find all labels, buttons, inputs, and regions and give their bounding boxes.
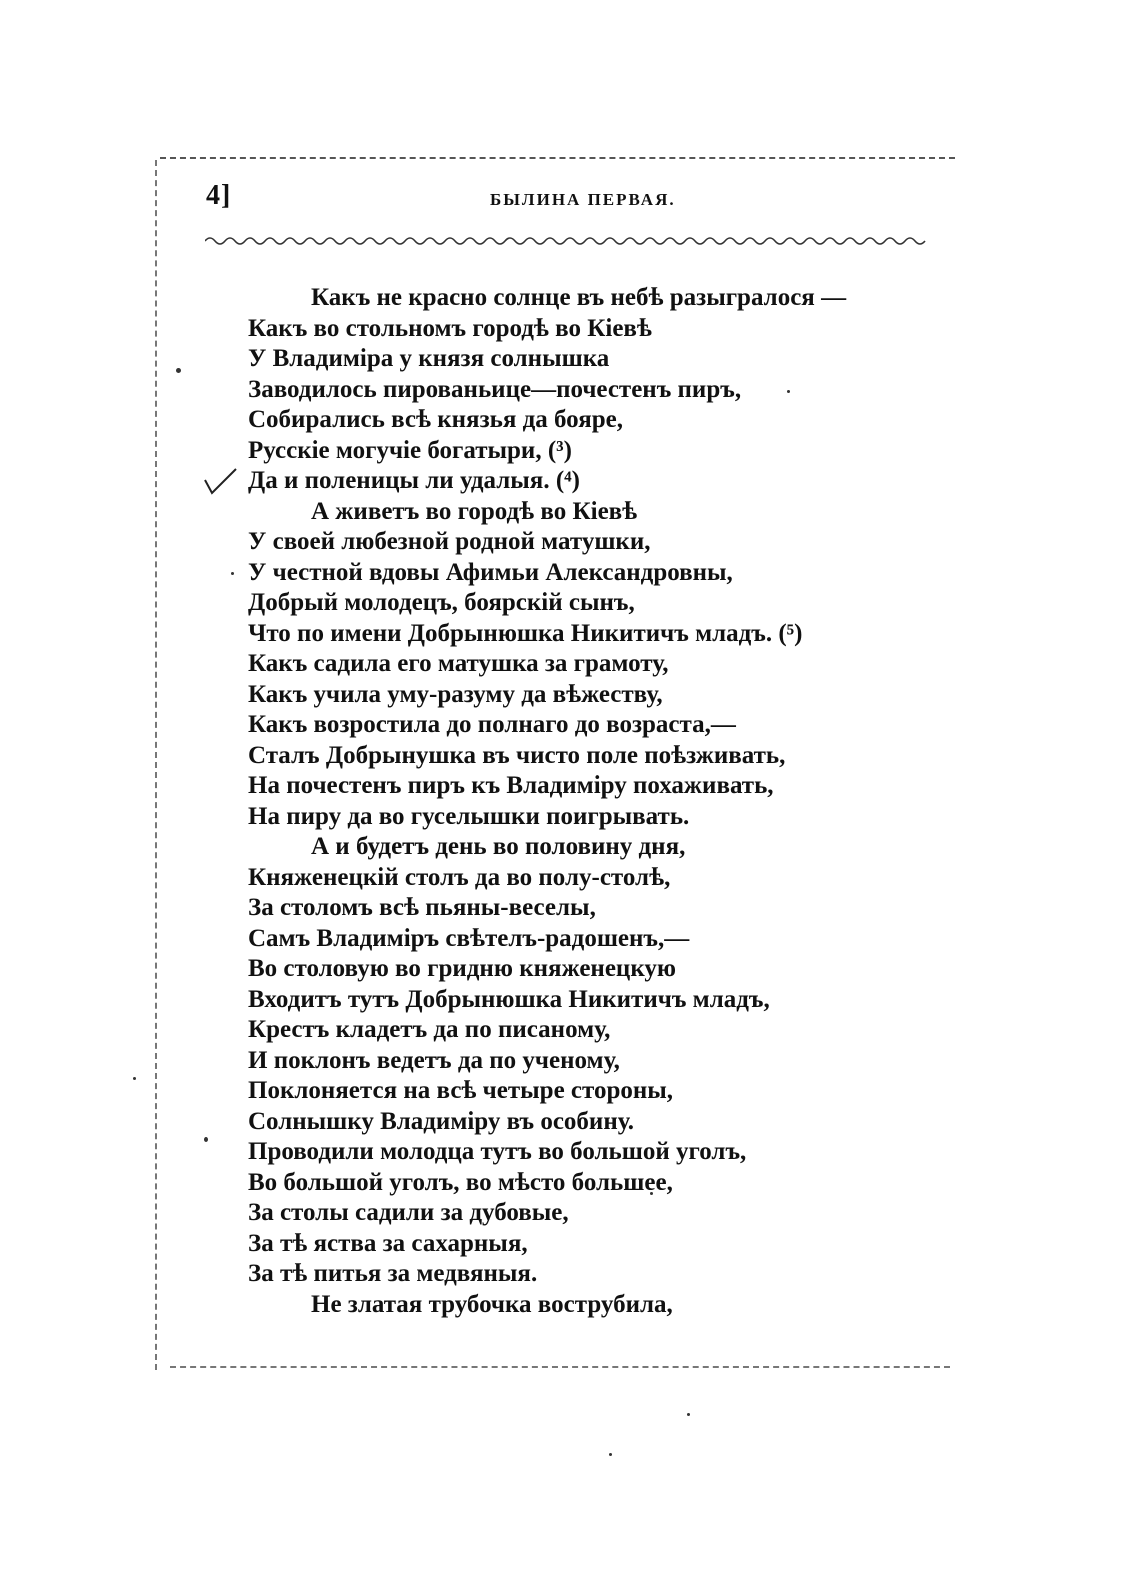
verse-line: Добрый молодецъ, боярскій сынъ, [248,589,635,616]
verse-line: Солнышку Владиміру въ особину. [248,1107,634,1135]
scan-border-left [155,160,157,1370]
scan-border-top [160,157,955,159]
verse-line: Во большой уголъ, во мѣсто большее, [248,1168,673,1196]
verse-line: На почестенъ пиръ къ Владиміру похаживать, [248,772,774,799]
verse-line: За столомъ всѣ пьяны-веселы, [248,894,596,921]
verse-line: Сталъ Добрынушка въ чисто поле поѣзживать, [248,741,786,769]
scan-border-bottom [170,1366,950,1368]
verse-line: Да и поленицы ли удалыя. (⁴) [248,467,580,494]
scan-speck [133,1077,136,1080]
verse-line: Во столовую во гридню княженецкую [248,955,676,982]
running-title: БЫЛИНА ПЕРВАЯ. [490,190,676,209]
verse-line: Не златая трубочка вострубила, [311,1290,673,1318]
decorative-rule [205,233,935,249]
verse-line: Собирались всѣ князья да бояре, [248,406,623,433]
verse-line: И поклонъ ведетъ да по ученому, [248,1046,620,1074]
verse-line: Княженецкій столъ да во полу-столѣ, [248,863,671,891]
verse-line: У своей любезной родной матушки, [248,528,651,555]
verse-line: За тѣ яства за сахарныя, [248,1229,528,1257]
verse-line: Крестъ кладетъ да по писаному, [248,1016,611,1043]
scan-speck [609,1453,612,1456]
poem-text [248,283,948,1320]
verse-line: Заводилось пированьице—почестенъ пиръ, [248,375,742,403]
verse-line: За тѣ питья за медвяныя. [248,1260,538,1287]
verse-line: Какъ возростила до полнаго до возраста,— [248,711,736,738]
verse-line: А и будетъ день во половину дня, [311,833,686,860]
scan-speck [176,368,181,373]
verse-line: Какъ не красно солнце въ небѣ разыгралося — [311,284,847,311]
verse-line: А живетъ во городѣ во Кіевѣ [311,497,638,525]
verse-line: Какъ учила уму-разуму да вѣжеству, [248,680,663,708]
verse-line: Проводили молодца тутъ во большой уголъ, [248,1138,747,1165]
verse-line: Русскіе могучіе богатыри, (³) [248,436,572,464]
verse-line: Поклоняется на всѣ четыре стороны, [248,1077,674,1104]
verse-line: Самъ Владиміръ свѣтелъ-радошенъ,— [248,924,690,952]
verse-line: У честной вдовы Афимьи Александровны, [248,558,733,586]
verse-line: Какъ во стольномъ городѣ во Кіевѣ [248,314,652,342]
verse-line: Что по имени Добрынюшка Никитичъ младъ. (⁵) [248,619,803,647]
verse-line: У Владиміра у князя солнышка [248,345,610,372]
verse-line: На пиру да во гуселышки поигрывать. [248,802,690,830]
verse-line: Входитъ тутъ Добрынюшка Никитичъ младъ, [248,985,770,1013]
scan-speck [231,572,234,575]
scan-speck [204,1137,208,1142]
verse-line: За столы садили за дубовые, [248,1199,569,1226]
scan-speck [687,1413,690,1416]
verse-line: Какъ садила его матушка за грамоту, [248,650,669,677]
pencil-check-mark-icon [202,466,238,496]
page-number: 4] [206,180,232,211]
